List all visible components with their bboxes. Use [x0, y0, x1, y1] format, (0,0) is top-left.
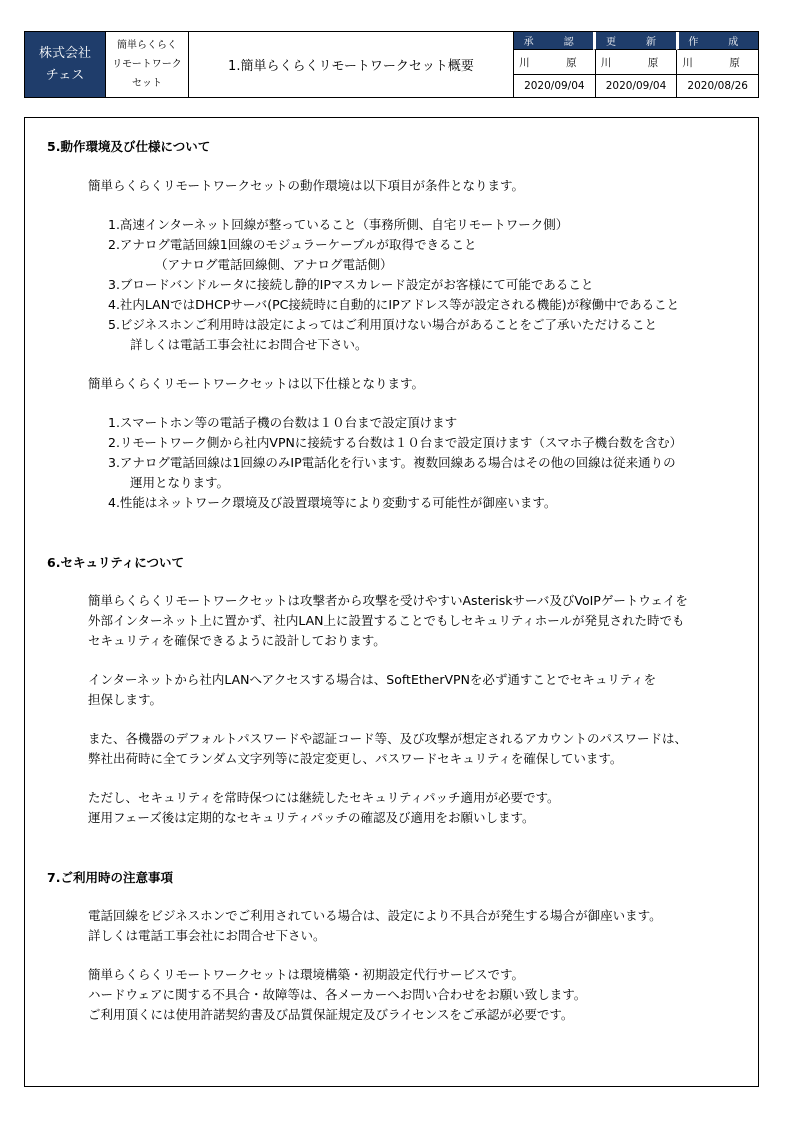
condition-5: 5.ビジネスホンご利用時は設定によってはご利用頂けない場合があることをご了承いただけること — [108, 317, 658, 332]
section6-line-2: 外部インターネット上に置かず、社内LAN上に設置することでもしセキュリティホールが発見された時でも — [88, 613, 685, 628]
author-name: 川 原 — [676, 50, 758, 74]
approval-table — [514, 32, 758, 97]
section5-title: 5.動作環境及び仕様について — [47, 139, 211, 154]
document-header — [24, 31, 759, 98]
section5-intro1: 簡単らくらくリモートワークセットの動作環境は以下項目が条件となります。 — [88, 178, 525, 193]
approval-names-row — [514, 50, 758, 75]
section6-line-9: 運用フェーズ後は定期的なセキュリティパッチの確認及び適用をお願いします。 — [88, 810, 535, 825]
section7-line-1: 電話回線をビジネスホンでご利用されている場合は、設定により不具合が発生する場合が御座います。 — [88, 908, 662, 923]
condition-4: 4.社内LANではDHCPサーバ(PC接続時に自動的にIPアドレス等が設定される機能)が稼働中であること — [108, 297, 680, 312]
approval-date: 2020/09/04 — [524, 80, 585, 92]
section7-title: 7.ご利用時の注意事項 — [47, 870, 173, 885]
section7-line-5: ご利用頂くには使用許諾契約書及び品質保証規定及びライセンスをご承認が必要です。 — [88, 1007, 574, 1022]
document-title-text: 1.簡単らくらくリモートワークセット概要 — [228, 59, 474, 74]
product-name-line3: セット — [132, 78, 162, 89]
company-name-line1: 株式会社 — [38, 45, 91, 61]
updater-name: 川 原 — [595, 50, 677, 74]
approver-name: 川 原 — [519, 56, 590, 69]
product-name — [106, 32, 189, 97]
spec-4: 4.性能はネットワーク環境及び設置環境等により変動する可能性が御座います。 — [108, 495, 557, 510]
section7-line-2: 詳しくは電話工事会社にお問合せ下さい。 — [88, 928, 326, 943]
condition-3: 3.ブロードバンドルータに接続し静的IPマスカレード設定がお客様にて可能であること — [108, 277, 594, 292]
spec-3-cont: 運用となります。 — [130, 475, 230, 490]
update-date: 2020/09/04 — [595, 75, 677, 97]
spec-3: 3.アナログ電話回線は1回線のみIP電話化を行います。複数回線ある場合はその他の回線は従来通りの — [108, 455, 676, 470]
product-name-line2: リモートワーク — [112, 59, 182, 70]
condition-5-note: 詳しくは電話工事会社にお問合せ下さい。 — [130, 337, 368, 352]
approval-label: 承 認 — [514, 32, 593, 50]
section7-line-4: ハードウェアに関する不具合・故障等は、各メーカーへお問い合わせをお願い致します。 — [88, 987, 587, 1002]
product-name-line1: 簡単らくらく — [117, 40, 177, 51]
company-name — [25, 32, 106, 97]
approval-dates-row — [514, 75, 758, 97]
section7-line-3: 簡単らくらくリモートワークセットは環境構築・初期設定代行サービスです。 — [88, 967, 525, 982]
document-title — [189, 32, 514, 97]
author-label: 作 成 — [676, 32, 758, 50]
company-name-line2: チェス — [45, 67, 85, 83]
section6-line-4: インターネットから社内LANへアクセスする場合は、SoftEtherVPNを必ず通すことでセキュリティを — [88, 672, 657, 687]
section6-line-7: 弊社出荷時に全てランダム文字列等に設定変更し、パスワードセキュリティを確保しています。 — [88, 751, 623, 766]
spec-2: 2.リモートワーク側から社内VPNに接続する台数は１０台まで設定頂けます（スマホ子機台数を含む） — [108, 435, 683, 450]
spec-1: 1.スマートホン等の電話子機の台数は１０台まで設定頂けます — [108, 415, 458, 430]
condition-1: 1.高速インターネット回線が整っていること（事務所側、自宅リモートワーク側） — [108, 217, 569, 232]
approval-labels-row — [514, 32, 758, 50]
update-label: 更 新 — [593, 32, 675, 50]
section6-line-3: セキュリティを確保できるように設計しております。 — [88, 633, 386, 648]
section6-line-5: 担保します。 — [88, 692, 163, 707]
section5-intro2: 簡単らくらくリモートワークセットは以下仕様となります。 — [88, 376, 425, 391]
condition-2-note: （アナログ電話回線側、アナログ電話側） — [155, 257, 393, 272]
condition-2: 2.アナログ電話回線1回線のモジュラーケーブルが取得できること — [108, 237, 477, 252]
section6-line-1: 簡単らくらくリモートワークセットは攻撃者から攻撃を受けやすいAsteriskサーバ及びVoIPゲートウェイを — [88, 593, 688, 608]
author-date: 2020/08/26 — [676, 75, 758, 97]
section6-title: 6.セキュリティについて — [47, 555, 184, 570]
section6-line-6: また、各機器のデフォルトパスワードや認証コード等、及び攻撃が想定されるアカウントのパスワードは、 — [88, 731, 688, 746]
section6-line-8: ただし、セキュリティを常時保つには継続したセキュリティパッチ適用が必要です。 — [88, 790, 560, 805]
